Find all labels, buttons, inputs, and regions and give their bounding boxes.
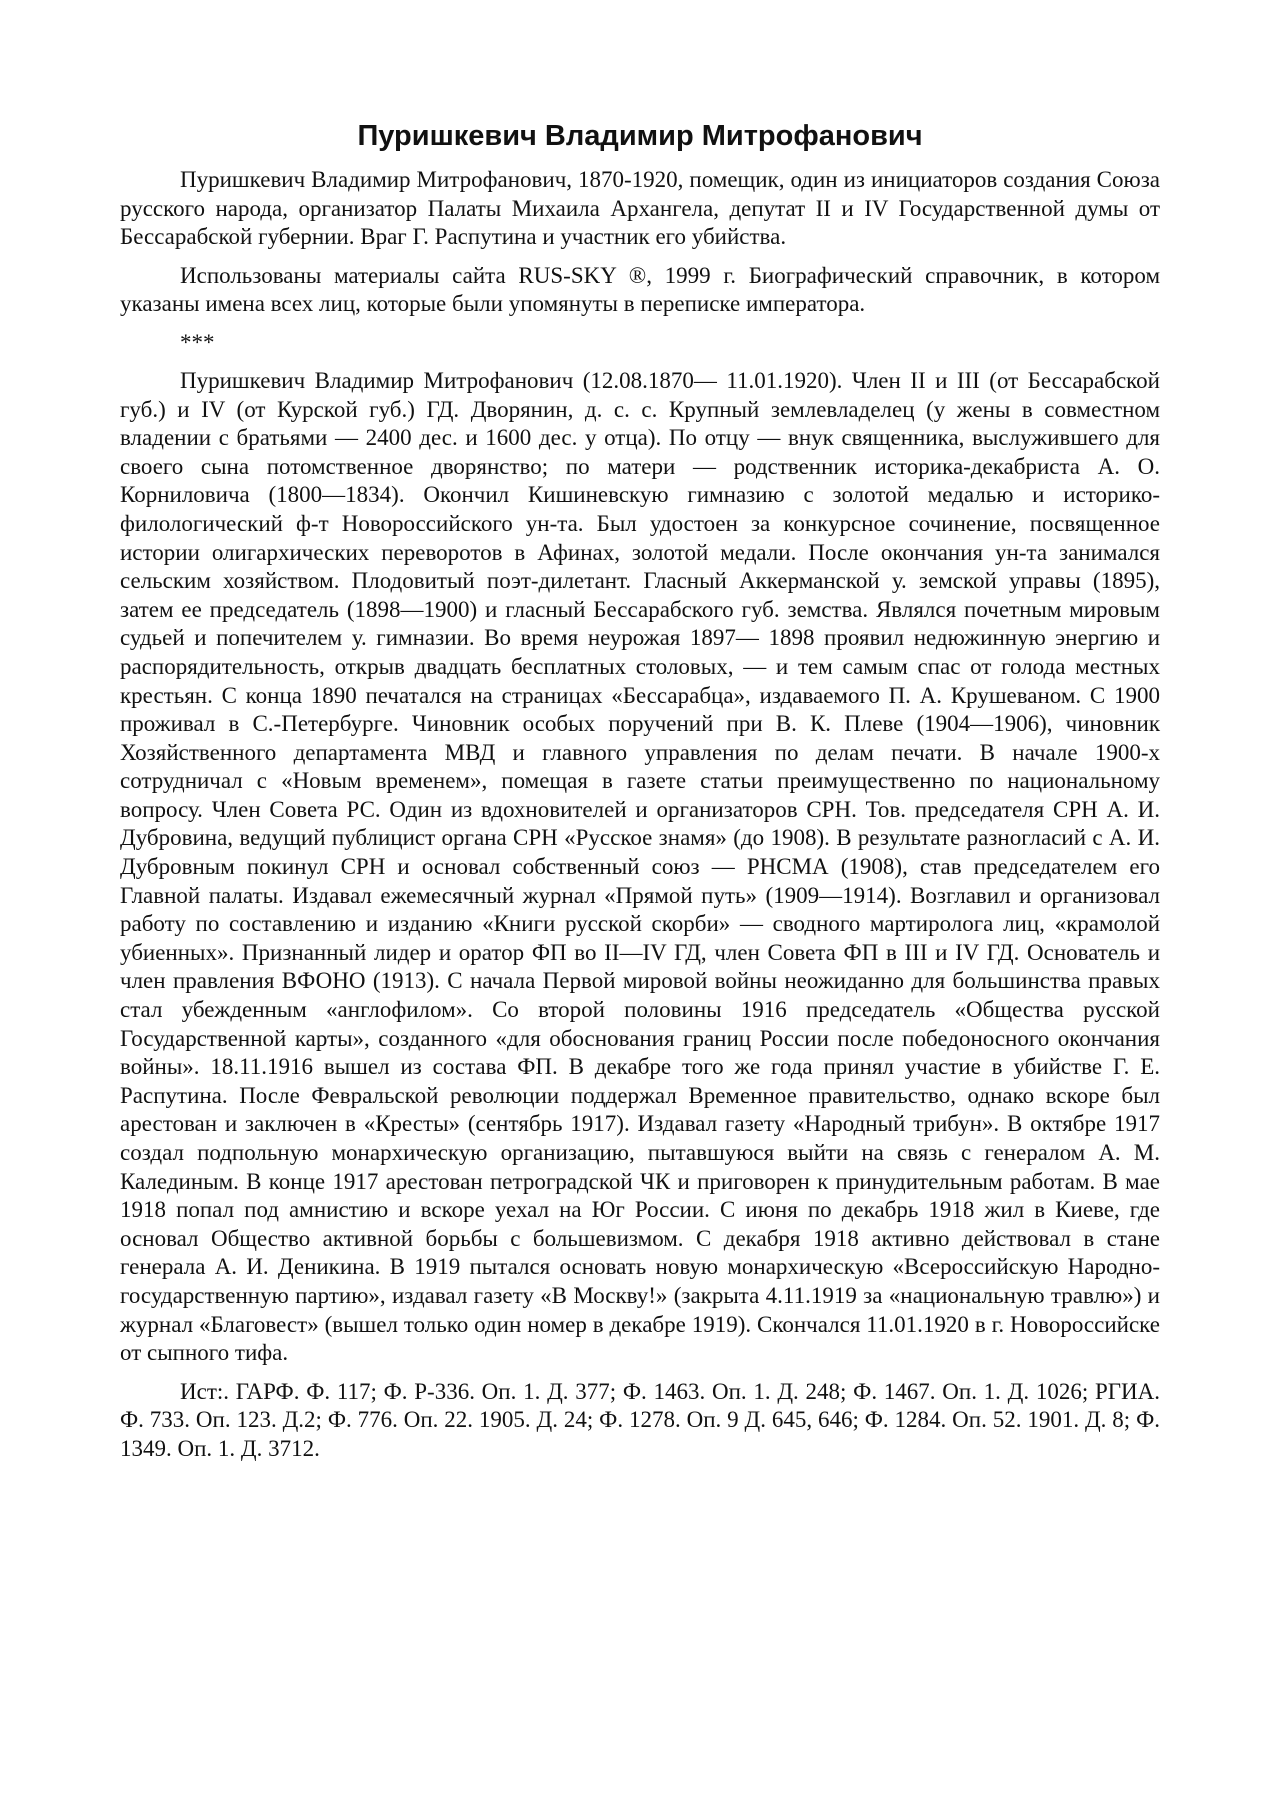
source-note-paragraph: Использованы материалы сайта RUS-SKY ®, 1999 г. Биографический справочник, в котором указаны имена всех лиц, которые были упомянуты в переписке императора. <box>120 262 1160 317</box>
section-separator: *** <box>180 329 215 355</box>
page-title: Пуришкевич Владимир Митрофанович <box>357 120 923 152</box>
sources-paragraph: Ист:. ГАРФ. Ф. 117; Ф. Р-336. Оп. 1. Д. 377; Ф. 1463. Оп. 1. Д. 248; Ф. 1467. Оп. 1. Д. 1026; РГИА. Ф. 733. Оп. 123. Д.2; Ф. 776. Оп. 22. 1905. Д. 24; Ф. 1278. Оп. 9 Д. 645, 646; Ф. 1284. Оп. 52. 1901. Д. 8; Ф. 1349. Оп. 1. Д. 3712. <box>120 1378 1160 1461</box>
document-page <box>120 118 1160 1474</box>
biography-paragraph: Пуришкевич Владимир Митрофанович (12.08.1870— 11.01.1920). Член II и III (от Бессарабской губ.) и IV (от Курской губ.) ГД. Дворянин, д. с. с. Крупный землевладелец (у жены в совместном владении с братьями — 2400 дес. и 1600 дес. у отца). По отцу — внук священника, выслужившего для своего сына потомственное дворянство; по матери — родственник историка-декабриста А. О. Корниловича (1800—1834). Окончил Кишиневскую гимназию с золотой медалью и историко-филологический ф-т Новороссийского ун-та. Был удостоен за конкурсное сочинение, посвященное истории олигархических переворотов в Афинах, золотой медали. После окончания ун-та занимался сельским хозяйством. Плодовитый поэт-дилетант. Гласный Аккерманской у. земской управы (1895), затем ее председатель (1898—1900) и гласный Бессарабского губ. земства. Являлся почетным мировым судьей и попечителем у. гимназии. Во время неурожая 1897— 1898 проявил недюжинную энергию и распорядительность, открыв двадцать бесплатных столовых, — и тем самым спас от голода местных крестьян. С конца 1890 печатался на страницах «Бессарабца», издаваемого П. А. Крушеваном. С 1900 проживал в С.-Петербурге. Чиновник особых поручений при В. К. Плеве (1904—1906), чиновник Хозяйственного департамента МВД и главного управления по делам печати. В начале 1900-х сотрудничал с «Новым временем», помещая в газете статьи преимущественно по национальному вопросу. Член Совета РС. Один из вдохновителей и организаторов СРН. Тов. председателя СРН А. И. Дубровина, ведущий публицист органа СРН «Русское знамя» (до 1908). В результате разногласий с А. И. Дубровным покинул СРН и основал собственный союз — РНСМА (1908), став председателем его Главной палаты. Издавал ежемесячный журнал «Прямой путь» (1909—1914). Возглавил и организовал работу по составлению и изданию «Книги русской скорби» — сводного мартиролога лиц, «крамолой убиенных». Признанный лидер и оратор ФП во II—IV ГД, член Совета ФП в III и IV ГД. Основатель и член правления ВФОНО (1913). С начала Первой мировой войны неожиданно для большинства правых стал убежденным «англофилом». Со второй половины 1916 председатель «Общества русской Государственной карты», созданного «для обоснования границ России после победоносного окончания войны». 18.11.1916 вышел из состава ФП. В декабре того же года принял участие в убийстве Г. Е. Распутина. После Февральской революции поддержал Временное правительство, однако вскоре был арестован и заключен в «Кресты» (сентябрь 1917). Издавал газету «Народный трибун». В октябре 1917 создал подпольную монархическую организацию, пытавшуюся выйти на связь с генералом А. М. Калединым. В конце 1917 арестован петроградской ЧК и приговорен к принудительным работам. В мае 1918 попал под амнистию и вскоре уехал на Юг России. С июня по декабрь 1918 жил в Киеве, где основал Общество активной борьбы с большевизмом. С декабря 1918 активно действовал в стане генерала А. И. Деникина. В 1919 пытался основать новую монархическую «Всероссийскую Народно-государственную партию», издавал газету «В Москву!» (закрыта 4.11.1919 за «национальную травлю») и журнал «Благовест» (вышел только один номер в декабре 1919). Скончался 11.01.1920 в г. Новороссийске от сыпного тифа. <box>120 367 1160 1366</box>
intro-paragraph: Пуришкевич Владимир Митрофанович, 1870-1920, помещик, один из инициаторов создания Союза русского народа, организатор Палаты Михаила Архангела, депутат II и IV Государственной думы от Бессарабской губернии. Враг Г. Распутина и участник его убийства. <box>120 167 1160 250</box>
